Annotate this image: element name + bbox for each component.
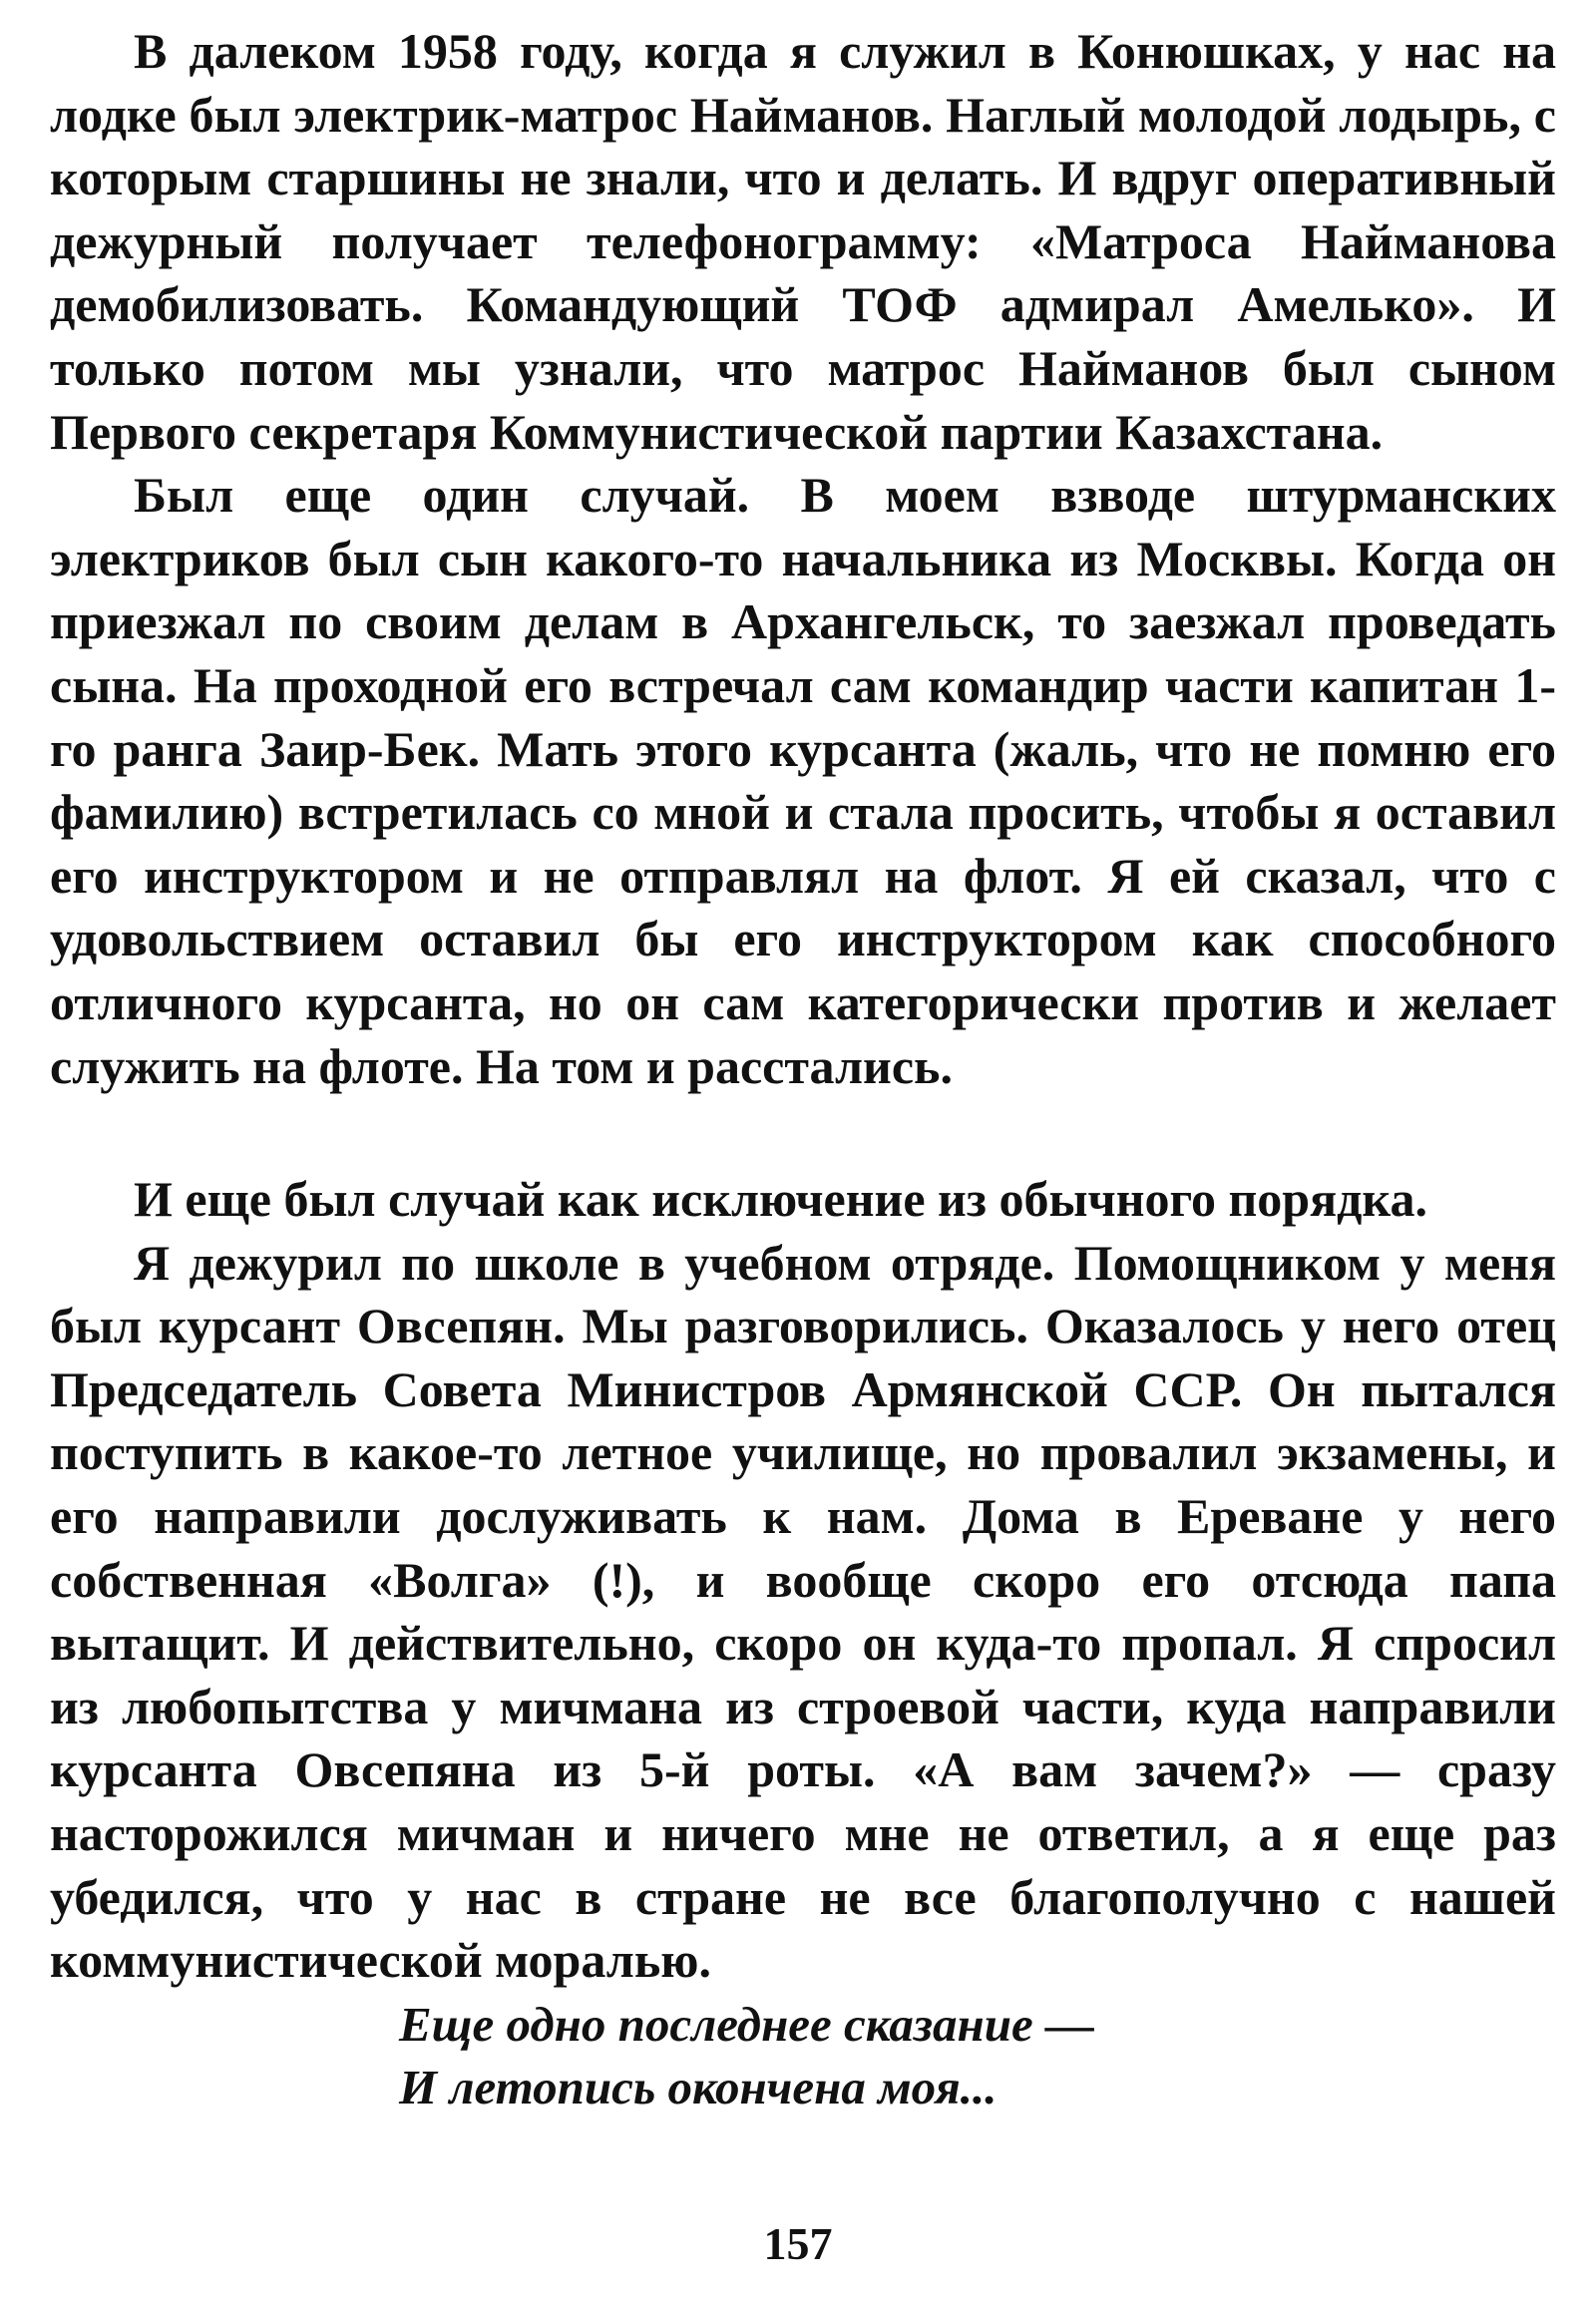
epigraph-line-2: И летопись окончена моя... — [399, 2059, 998, 2114]
page-number: 157 — [763, 2218, 833, 2269]
page-body — [50, 20, 1556, 2118]
closing-epigraph — [50, 1993, 1556, 2118]
paragraph-exception-intro: И еще был случай как исключение из обычного порядка. — [134, 1171, 1427, 1228]
paragraph-ovsepyan: Я дежурил по школе в учебном отряде. Помощником у меня был курсант Овсепян. Мы разговорились. Оказалось у него отец Председатель Совета Министров Армянской ССР. Он пытался поступить в какое-то летное училище, но провалил экзамены, и его направили дослуживать к нам. Дома в Ереване у него собственная «Волга» (!), и вообще скоро его отсюда папа вытащит. И действительно, скоро он куда-то пропал. Я спросил из любопытства у мичмана из строевой части, куда направили курсанта Овсепяна из 5-й роты. «А вам зачем?» — сразу насторожился мичман и ничего мне не ответил, а я еще раз убедился, что у нас в стране не все благополучно с нашей коммунистической моралью. — [50, 1234, 1556, 1989]
paragraph-naymanov: В далеком 1958 году, когда я служил в Конюшках, у нас на лодке был электрик-матрос Найманов. Наглый молодой лодырь, с которым старшины не знали, что и делать. И вдруг оперативный дежурный получает телефонограмму: «Матроса Найманова демобилизовать. Командующий ТОФ адмирал Амелько». И только потом мы узнали, что матрос Найманов был сыном Первого секретаря Коммунистической партии Казахстана. — [50, 23, 1556, 460]
paragraph-moscow-son: Был еще один случай. В моем взводе штурманских электриков был сын какого-то начальника из Москвы. Когда он приезжал по своим делам в Архангельск, то заезжал проведать сына. На проходной его встречал сам командир части капитан 1-го ранга Заир-Бек. Мать этого курсанта (жаль, что не помню его фамилию) встретилась со мной и стала просить, чтобы я оставил его инструктором и не отправлял на флот. Я ей сказал, что с удовольствием оставил бы его инструктором как способного отличного курсанта, но он сам категорически против и желает служить на флоте. На том и расстались. — [50, 467, 1556, 1094]
section-gap — [50, 1098, 1556, 1168]
epigraph-line-1: Еще одно последнее сказание — — [399, 1996, 1094, 2052]
